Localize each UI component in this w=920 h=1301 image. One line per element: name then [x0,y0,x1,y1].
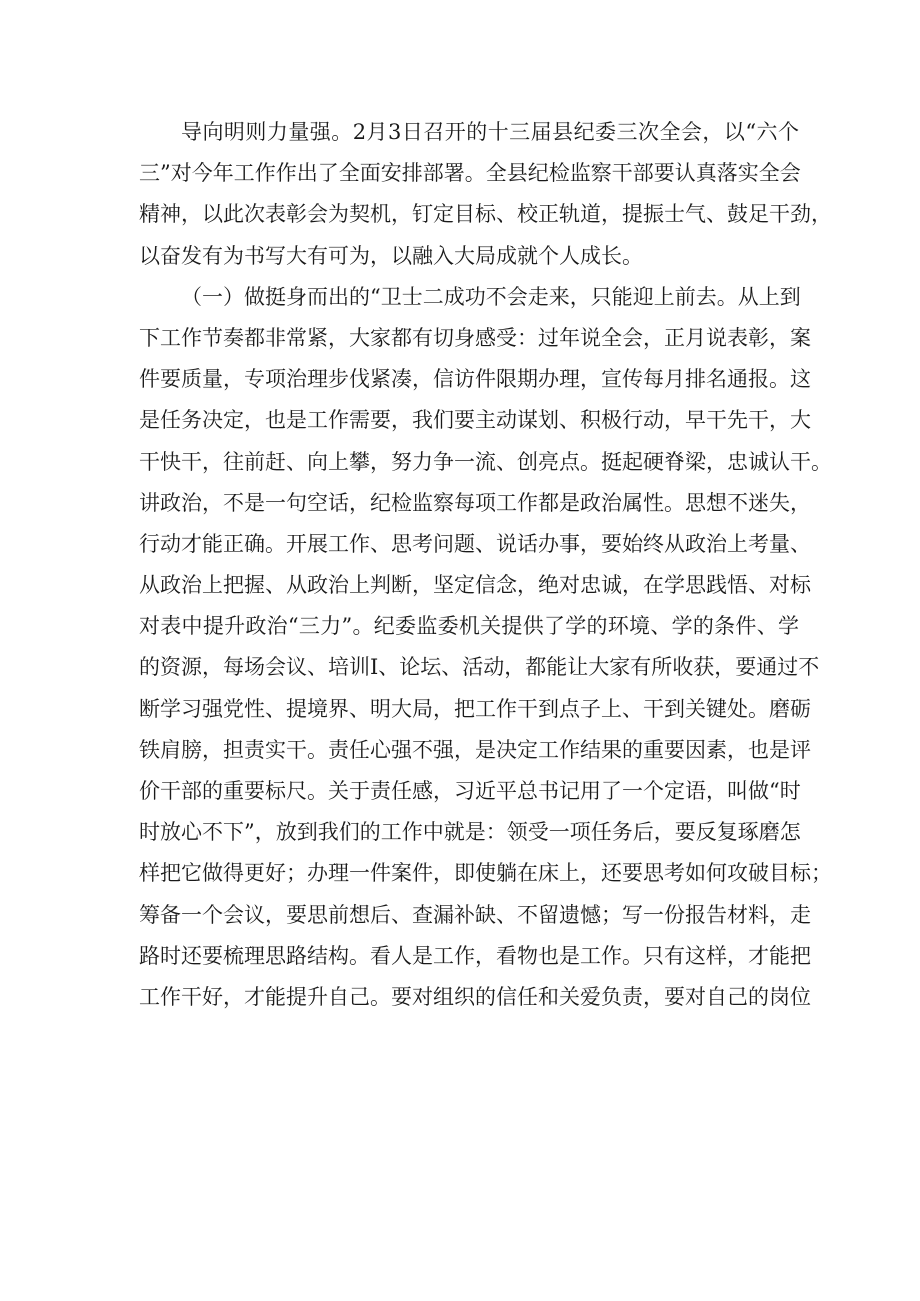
text-line: 导向明则力量强。2月3日召开的十三届县纪委三次全会，以“六个 [181,120,799,144]
text-line: 从政治上把握、从政治上判断，坚定信念，绝对忠诚，在学思践悟、对标 [139,573,811,598]
text-line: 行动才能正确。开展工作、思考问题、说话办事，要始终从政治上考量、 [139,531,811,556]
text-line: 以奋发有为书写大有可为，以融入大局成就个人成长。 [139,243,643,268]
text-line: 价干部的重要标尺。关于责任感，习近平总书记用了一个定语，叫做“时 [139,779,801,803]
text-line: 样把它做得更好；办理一件案件，即使躺在床上，还要思考如何攻破目标； [139,861,832,886]
text-line: 时放心不下”，放到我们的工作中就是：领受一项任务后，要反复琢磨怎 [139,820,801,845]
document-body [139,112,832,1018]
text-line: 下工作节奏都非常紧，大家都有切身感受：过年说全会，正月说表彰，案 [139,325,811,350]
text-line: 件要质量，专项治理步伐紧凑，信访件限期办理，宣传每月排名通报。这 [139,367,811,392]
text-line: 路时还要梳理思路结构。看人是工作，看物也是工作。只有这样，才能把 [139,943,811,968]
text-line: 的资源，每场会议、培训I、论坛、活动，都能让大家有所收获，要通过不 [139,655,820,680]
text-line: 干快干，往前赶、向上攀，努力争一流、创亮点。挺起硬脊梁，忠诚认干。 [139,449,832,474]
text-line: 三”对今年工作作出了全面安排部署。全县纪检监察干部要认真落实全会 [139,161,801,186]
paragraph-2 [139,277,832,1018]
text-line: 断学习强党性、提境界、明大局，把工作干到点子上、干到关键处。磨砺 [139,696,811,721]
text-line: 讲政治，不是一句空话，纪检监察每项工作都是政治属性。思想不迷失， [139,490,811,515]
text-line: 对表中提升政治“三力”。纪委监委机关提供了学的环境、学的条件、学 [139,614,799,639]
text-line: （一）做挺身而出的“卫士二成功不会走来，只能迎上前去。从上到 [181,284,801,309]
text-line: 工作干好，才能提升自己。要对组织的信任和关爱负责，要对自己的岗位 [139,984,811,1009]
text-line: 铁肩膀，担责实干。责任心强不强，是决定工作结果的重要因素，也是评 [139,737,811,762]
text-line: 精神，以此次表彰会为契机，钉定目标、校正轨道，提振士气、鼓足干劲， [139,202,832,227]
text-line: 筹备一个会议，要思前想后、查漏补缺、不留遗憾；写一份报告材料，走 [139,902,811,927]
paragraph-1 [139,112,832,277]
text-line: 是任务决定，也是工作需要，我们要主动谋划、积极行动，早干先干，大 [139,408,811,433]
